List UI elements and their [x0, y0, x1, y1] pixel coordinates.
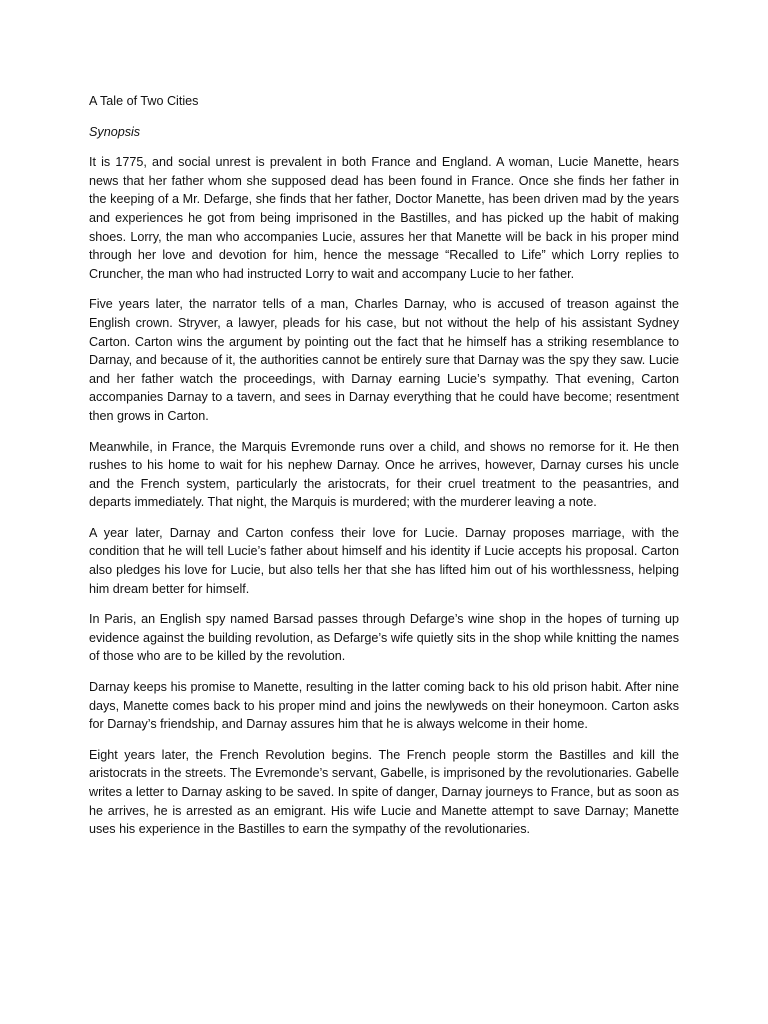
paragraph-1: It is 1775, and social unrest is prevalent in both France and England. A woman, Lucie Manette, hears news that her father whom she supposed dead has been found in France. Once she finds her father in the keeping of a Mr. Defarge, she finds that her father, Doctor Manette, has been driven mad by the years and experiences he got from being imprisoned in the Bastilles, and has picked up the habit of making shoes. Lorry, the man who accompanies Lucie, assures her that Manette will be back in his proper mind through her love and devotion for him, hence the message “Recalled to Life” which Lorry replies to Cruncher, the man who had instructed Lorry to wait and accompany Lucie to her father. — [89, 155, 679, 281]
document-title: A Tale of Two Cities — [89, 94, 199, 108]
paragraph-6: Darnay keeps his promise to Manette, resulting in the latter coming back to his old prison habit. After nine days, Manette comes back to his proper mind and joins the newlyweds on their honeymoon. Carton asks for Darnay’s friendship, and Darnay assures him that he is always welcome in their home. — [89, 680, 679, 732]
paragraph-4: A year later, Darnay and Carton confess their love for Lucie. Darnay proposes marriage, with the condition that he will tell Lucie’s father about himself and his identity if Lucie accepts his proposal. Carton also pledges his love for Lucie, but also tells her that she has lifted him out of his worthlessness, helping him dream better for himself. — [89, 525, 679, 596]
paragraph-7: Eight years later, the French Revolution begins. The French people storm the Bastilles and kill the aristocrats in the streets. The Evremonde’s servant, Gabelle, is imprisoned by the revolutionaries. Gabelle writes a letter to Darnay asking to be saved. In spite of danger, Darnay journeys to France, but as soon as he arrives, he is arrested as an emigrant. His wife Lucie and Manette attempt to save Darnay; Manette uses his experience in the Bastilles to earn the sympathy of the revolutionaries. — [89, 747, 679, 837]
document-page — [89, 92, 679, 851]
paragraph-5: In Paris, an English spy named Barsad passes through Defarge’s wine shop in the hopes of turning up evidence against the building revolution, as Defarge’s wife quietly sits in the shop while knitting the names of those who are to be killed by the revolution. — [89, 612, 679, 664]
document-subtitle: Synopsis — [89, 124, 141, 139]
paragraph-3: Meanwhile, in France, the Marquis Evremonde runs over a child, and shows no remorse for it. He then rushes to his home to wait for his nephew Darnay. Once he arrives, however, Darnay curses his uncle and the French system, particularly the aristocrats, for their cruel treatment to the peasantries, and departs immediately. That night, the Marquis is murdered; with the murderer leaving a note. — [89, 439, 679, 510]
paragraph-2: Five years later, the narrator tells of a man, Charles Darnay, who is accused of treason against the English crown. Stryver, a lawyer, pleads for his case, but not without the help of his assistant Sydney Carton. Carton wins the argument by pointing out the fact that he himself has a striking resemblance to Darnay, and because of it, the authorities cannot be entirely sure that Darnay was the spy they saw. Lucie and her father watch the proceedings, with Darnay earning Lucie’s sympathy. That evening, Carton accompanies Darnay to a tavern, and sees in Darnay everything that he could have become; resentment then grows in Carton. — [89, 297, 679, 423]
